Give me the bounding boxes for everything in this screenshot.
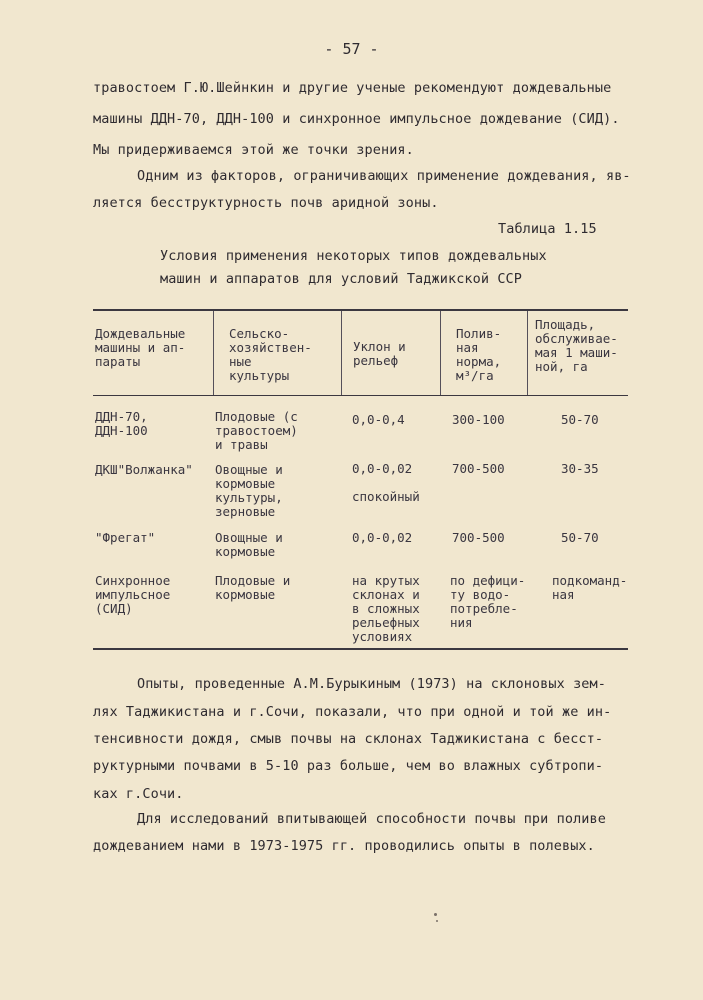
table-cell: 30-35 <box>561 461 599 476</box>
text-line: ляется бесструктурность почв аридной зоны. <box>93 195 439 211</box>
table-cell: Овощные и кормовые культуры, зерновые <box>215 462 283 519</box>
table-cell: Синхронное импульсное (СИД) <box>95 573 171 616</box>
text-line: Одним из факторов, ограничивающих применение дождевания, яв- <box>137 168 631 184</box>
table-cell: подкоманд- ная <box>552 573 628 602</box>
table-cell: "Фрегат" <box>95 530 156 545</box>
table-title: машин и аппаратов для условий Таджикской ССР <box>160 271 523 287</box>
text-line: ках г.Сочи. <box>93 786 184 802</box>
table-cell: Плодовые (с травостоем) и травы <box>215 409 298 452</box>
table-cell: 300-100 <box>452 412 505 427</box>
text-line: машины ДДН-70, ДДН-100 и синхронное импульсное дождевание (СИД). <box>93 111 620 127</box>
table-header-cell: Дождевальные машины и ап- параты <box>95 326 186 369</box>
table-header-cell: Сельско- хозяйствен- ные культуры <box>229 326 312 383</box>
table-cell: на крутых склонах и в сложных рельефных условиях <box>352 573 420 644</box>
table-header-cell: Полив- ная норма, м³/га <box>456 326 502 383</box>
table-column-divider <box>527 311 528 395</box>
text-line: Мы придерживаемся этой же точки зрения. <box>93 142 414 158</box>
scan-speck <box>434 913 437 916</box>
text-line: Опыты, проведенные А.М.Бурыкиным (1973) на склоновых зем- <box>137 676 606 692</box>
table-header-rule <box>93 395 628 396</box>
text-line: тенсивности дождя, смыв почвы на склонах Таджикистана с бесст- <box>93 731 604 747</box>
table-cell: ДКШ"Волжанка" <box>95 462 193 477</box>
text-line: руктурными почвами в 5-10 раз больше, чем во влажных субтропи- <box>93 758 604 774</box>
table-header-cell: Площадь, обслуживае- мая 1 маши- ной, га <box>535 317 618 374</box>
table-column-divider <box>341 311 342 395</box>
table-label: Таблица 1.15 <box>498 221 597 237</box>
page-number: - 57 - <box>324 40 379 58</box>
table-cell: 50-70 <box>561 530 599 545</box>
table-cell: по дефици- ту водо- потребле- ния <box>450 573 526 630</box>
table-top-rule <box>93 309 628 311</box>
table-cell: Плодовые и кормовые <box>215 573 291 602</box>
text-line: лях Таджикистана и г.Сочи, показали, что при одной и той же ин- <box>93 704 612 720</box>
table-cell: ДДН-70, ДДН-100 <box>95 409 148 438</box>
table-cell: Овощные и кормовые <box>215 530 283 559</box>
text-line: травостоем Г.Ю.Шейнкин и другие ученые рекомендуют дождевальные <box>93 80 612 96</box>
table-cell: 0,0-0,02 спокойный <box>352 461 420 504</box>
table-header-cell: Уклон и рельеф <box>353 339 406 368</box>
table-cell: 700-500 <box>452 530 505 545</box>
table-cell: 50-70 <box>561 412 599 427</box>
scan-speck <box>436 920 438 922</box>
table-cell: 700-500 <box>452 461 505 476</box>
table-column-divider <box>440 311 441 395</box>
table-bottom-rule <box>93 648 628 650</box>
table-column-divider <box>213 311 214 395</box>
text-line: дождеванием нами в 1973-1975 гг. проводились опыты в полевых. <box>93 838 595 854</box>
table-cell: 0,0-0,4 <box>352 412 405 427</box>
table-title: Условия применения некоторых типов дождевальных <box>160 248 547 264</box>
table-cell: 0,0-0,02 <box>352 530 413 545</box>
text-line: Для исследований впитывающей способности почвы при поливе <box>137 811 606 827</box>
